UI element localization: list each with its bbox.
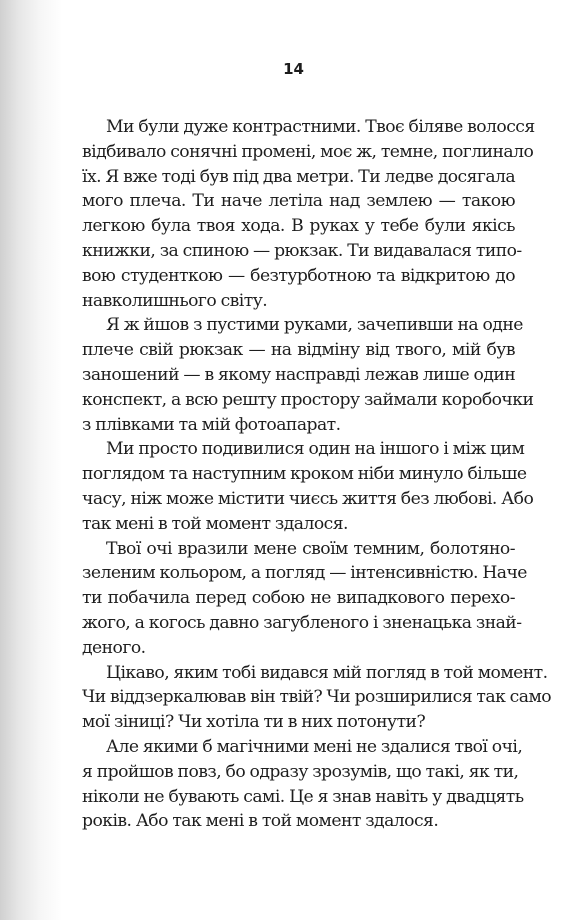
text-line: заношений — в якому насправді лежав лише один — [82, 364, 516, 385]
text-line: Я ж йшов з пустими руками, зачепивши на одне — [106, 315, 523, 336]
text-line: плече свій рюкзак — на відміну від твого, мій був — [82, 340, 515, 361]
text-line: мої зіниці? Чи хотіла ти в них потонути? — [82, 712, 426, 733]
text-line: деного. — [82, 637, 146, 658]
text-line: Твої очі вразили мене своїм темним, болотяно- — [106, 538, 515, 559]
text-line: поглядом та наступним кроком ніби минуло більше — [82, 464, 527, 485]
text-line: конспект, а всю решту простору займали коробочки — [82, 389, 534, 410]
text-line: відбивало сонячні промені, моє ж, темне, поглинало — [82, 141, 534, 162]
text-line: Ми просто подивилися один на іншого і між цим — [106, 439, 525, 460]
text-line: мого плеча. Ти наче летіла над землею — такою — [82, 191, 515, 212]
text-line: зеленим кольором, а погляд — інтенсивністю. Наче — [82, 563, 527, 584]
text-line: книжки, за спиною — рюкзак. Ти видавалася типо- — [82, 240, 522, 261]
text-line: так мені в той момент здалося. — [82, 513, 348, 534]
text-line: ти побачила перед собою не випадкового перехо- — [82, 588, 515, 609]
text-line: Але якими б магічними мені не здалися твої очі, — [106, 736, 523, 757]
text-line: ніколи не бувають самі. Це я знав навіть у двадцять — [82, 786, 524, 807]
text-line: навколишнього світу. — [82, 290, 268, 311]
page-gutter-shadow — [0, 0, 62, 920]
text-line: часу, ніж може містити чиєсь життя без любові. Або — [82, 488, 534, 509]
text-line: років. Або так мені в той момент здалося. — [82, 811, 439, 832]
text-line: з плівками та мій фотоапарат. — [82, 414, 341, 435]
text-line: Ми були дуже контрастними. Твоє біляве волосся — [106, 117, 535, 137]
text-line: їх. Я вже тоді був під два метри. Ти ледве досягала — [82, 166, 516, 187]
text-line: я пройшов повз, бо одразу зрозумів, що такі, як ти, — [82, 761, 519, 782]
body-text — [82, 115, 552, 834]
text-line: жого, а когось давно загубленого і зненацька знай- — [82, 612, 522, 633]
text-line: легкою була твоя хода. В руках у тебе були якісь — [82, 216, 515, 237]
text-line: вою студенткою — безтурботною та відкритою до — [82, 265, 515, 286]
text-line: Чи віддзеркалював він твій? Чи розширилися так само — [82, 687, 552, 708]
text-line: Цікаво, яким тобі видався мій погляд в той момент. — [106, 662, 548, 683]
page-number: 14 — [283, 60, 304, 78]
